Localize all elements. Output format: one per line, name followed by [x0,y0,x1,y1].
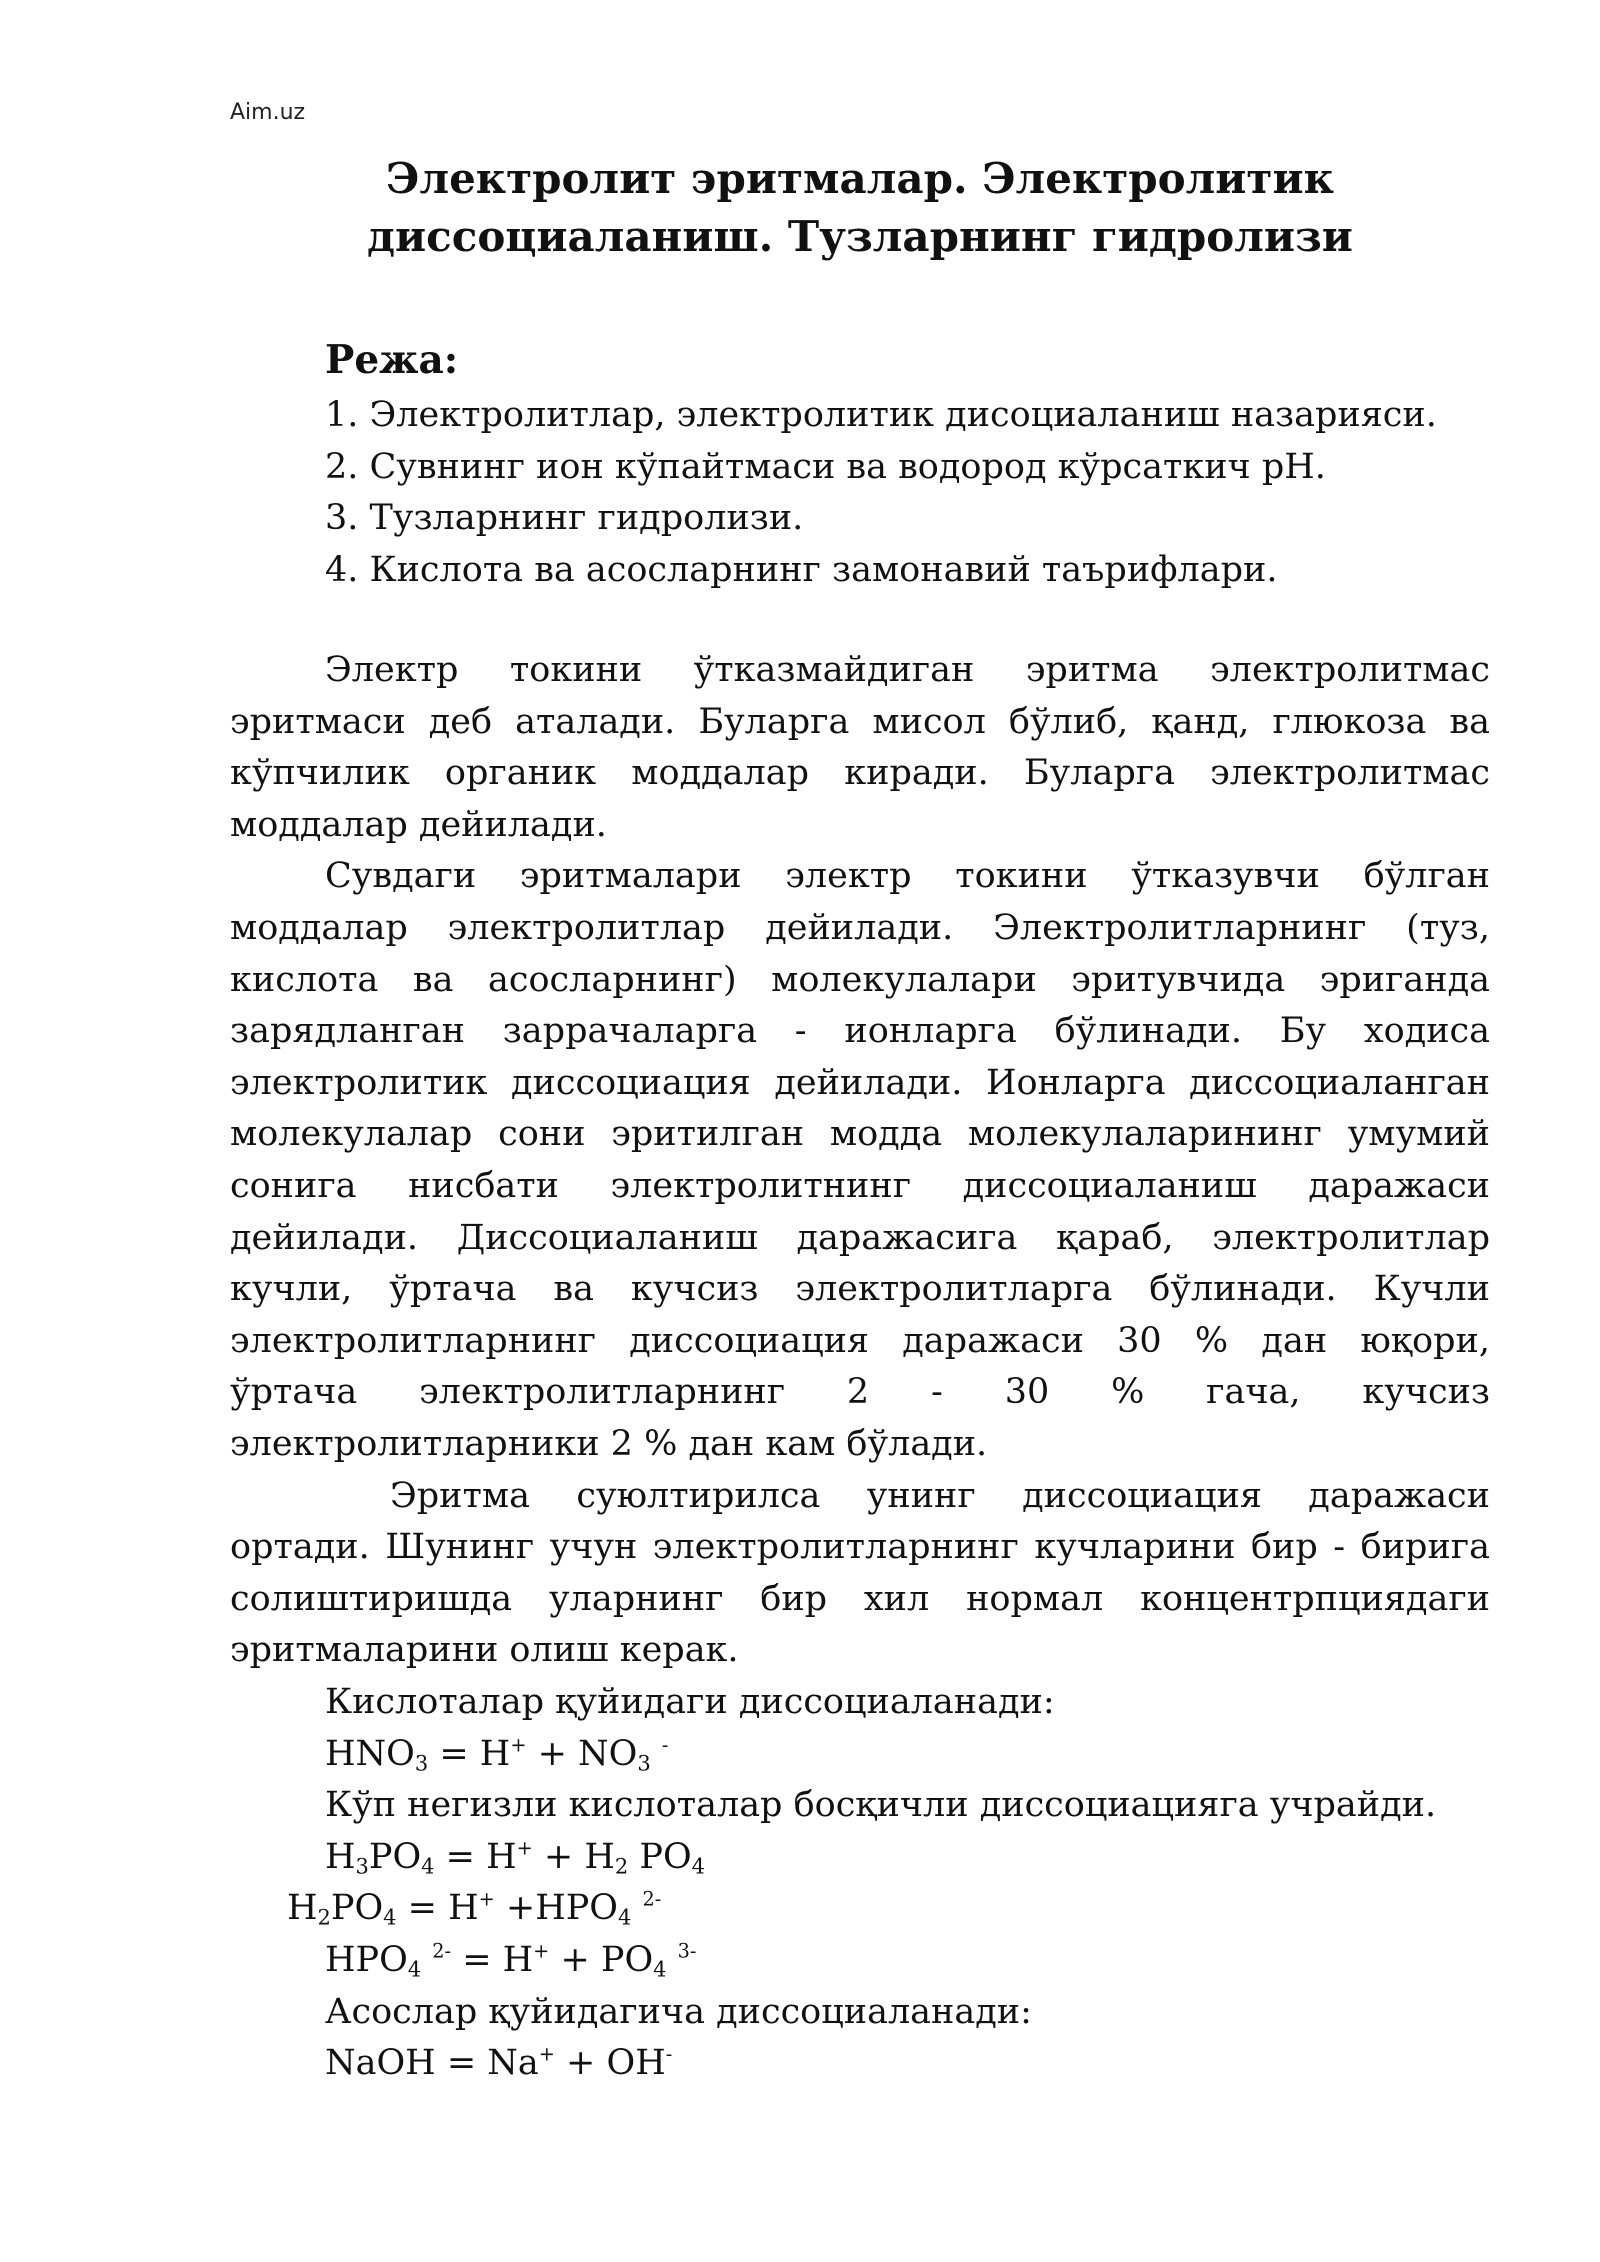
polybasic-intro: Кўп негизли кислоталар босқичли диссоциацияга учрайди. [325,1785,1437,1826]
plan-item: 1. Электролитлар, электролитик дисоциаланиш назарияси. [325,395,1437,435]
equation-naoh: NaOH = Na+ + OH- [325,2042,673,2084]
plan-section [325,330,1437,596]
equation-h3po4: $H_3PO_4 = H^+ + H_2$ $PO_4$ [325,1836,706,1879]
equations-section [230,1677,1490,2090]
plan-item: 3. Тузларнинг гидролизи. [325,498,804,538]
bases-intro: Асослар қуйидагича диссоциаланади: [325,1991,1032,2032]
paragraph-electrolytes: Сувдаги эритмалари электр токини ўтказувчи бўлган моддалар электролитлар дейилади. Электролитларнинг (туз, кислота ва асосларнинг) молекулалари эритувчида эриганда зарядланган заррачаларга - ионларга бўлинади. Бу ходиса электролитик диссоциация дейилади. Ионларга диссоциаланган молекулалар сони эритилган модда молекулаларининг умумий сонига нисбати электролитнинг диссоциаланиш даражаси дейилади. Диссоциаланиш даражасига қараб, электролитлар кучли, ўртача ва кучсиз электролитларга бўлинади. Кучли электролитларнинг диссоциация даражаси 30 % дан юқори, ўртача электролитларнинг 2 - 30 % гача, кучсиз электролитларники 2 % дан кам бўлади. [230,856,1490,1464]
plan-heading: Режа: [325,337,459,383]
plan-item: 2. Сувнинг ион кўпайтмаси ва водород кўрсаткич pH. [325,446,1326,487]
page-title [230,150,1490,266]
site-label: Aim.uz [230,100,306,125]
acids-intro: Кислоталар қуйидаги диссоциаланади: [325,1682,1055,1722]
plan-item: 4. Кислота ва асосларнинг замонавий таърифлари. [325,549,1278,590]
title-line-2: диссоциаланиш. Тузларнинг гидролизи [367,212,1353,261]
body-text [230,645,1490,1677]
paragraph-dilution: Эритма суюлтирилса унинг диссоциация даражаси ортади. Шунинг учун электролитларнинг кучларини бир - бирига солиштиришда уларнинг бир хил нормал концентрпциядаги эритмаларини олиш керак. [230,1475,1490,1671]
plan-list [325,390,1437,596]
equation-hpo4: $HPO_4$ $^{2-} = H^+ + PO_4$ $^{3-}$ [325,1939,697,1982]
equation-h2po4: $H_2PO_4 = H^+ +HPO_4$ $^{2-}$ [287,1887,662,1930]
paragraph-nonelectrolytes: Электр токини ўтказмайдиган эритма электролитмас эритмаси деб аталади. Буларга мисол бўлиб, қанд, глюкоза ва кўпчилик органик моддалар киради. Буларга электролитмас моддалар дейилади. [230,650,1490,845]
equation-hno3: $HNO_3 = H^+ + NO_3$ - [325,1733,669,1775]
title-line-1: Электролит эритмалар. Электролитик [386,154,1334,203]
